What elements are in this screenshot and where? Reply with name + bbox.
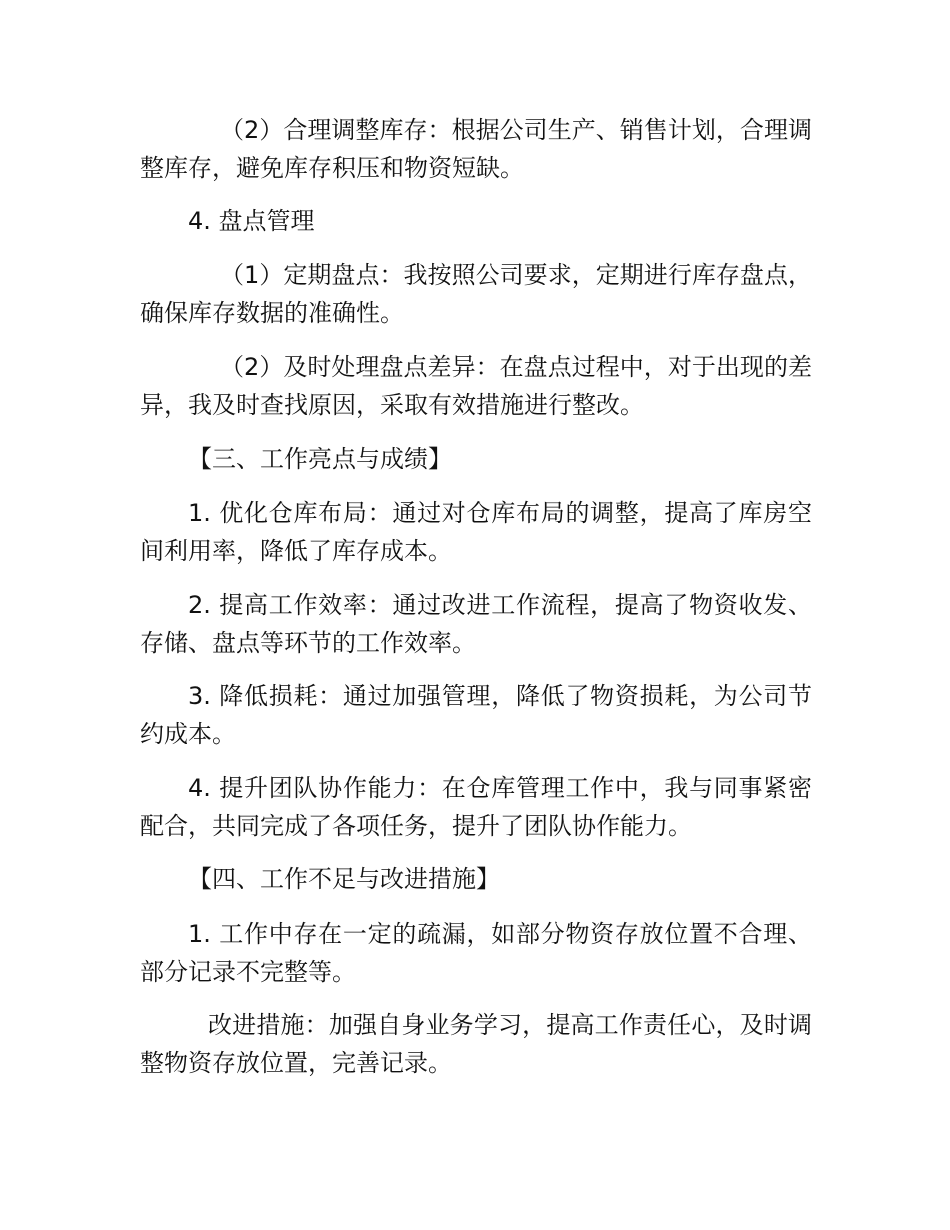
section-heading-shortcomings: 【四、工作不足与改进措施】 [188,865,500,893]
paragraph-improvement-measures: 改进措施：加强自身业务学习，提高工作责任心，及时调整物资存放位置，完善记录。 [140,1011,812,1077]
section-heading-highlights: 【三、工作亮点与成绩】 [188,445,452,473]
paragraph-shortcoming-1: 1. 工作中存在一定的疏漏，如部分物资存放位置不合理、部分记录不完整等。 [140,920,812,986]
paragraph-teamwork: 4. 提升团队协作能力：在仓库管理工作中，我与同事紧密配合，共同完成了各项任务，提升了团队协作能力。 [140,774,812,840]
heading-inventory-counting: 4. 盘点管理 [188,207,315,235]
paragraph-reduce-loss: 3. 降低损耗：通过加强管理，降低了物资损耗，为公司节约成本。 [140,682,812,748]
paragraph-adjust-inventory: （2）合理调整库存：根据公司生产、销售计划，合理调整库存，避免库存积压和物资短缺。 [140,116,812,182]
paragraph-handle-discrepancies: （2）及时处理盘点差异：在盘点过程中，对于出现的差异，我及时查找原因，采取有效措施进行整改。 [140,353,812,419]
paragraph-periodic-counting: （1）定期盘点：我按照公司要求，定期进行库存盘点，确保库存数据的准确性。 [140,261,812,327]
paragraph-improve-efficiency: 2. 提高工作效率：通过改进工作流程，提高了物资收发、存储、盘点等环节的工作效率。 [140,591,812,657]
paragraph-optimize-layout: 1. 优化仓库布局：通过对仓库布局的调整，提高了库房空间利用率，降低了库存成本。 [140,499,812,565]
